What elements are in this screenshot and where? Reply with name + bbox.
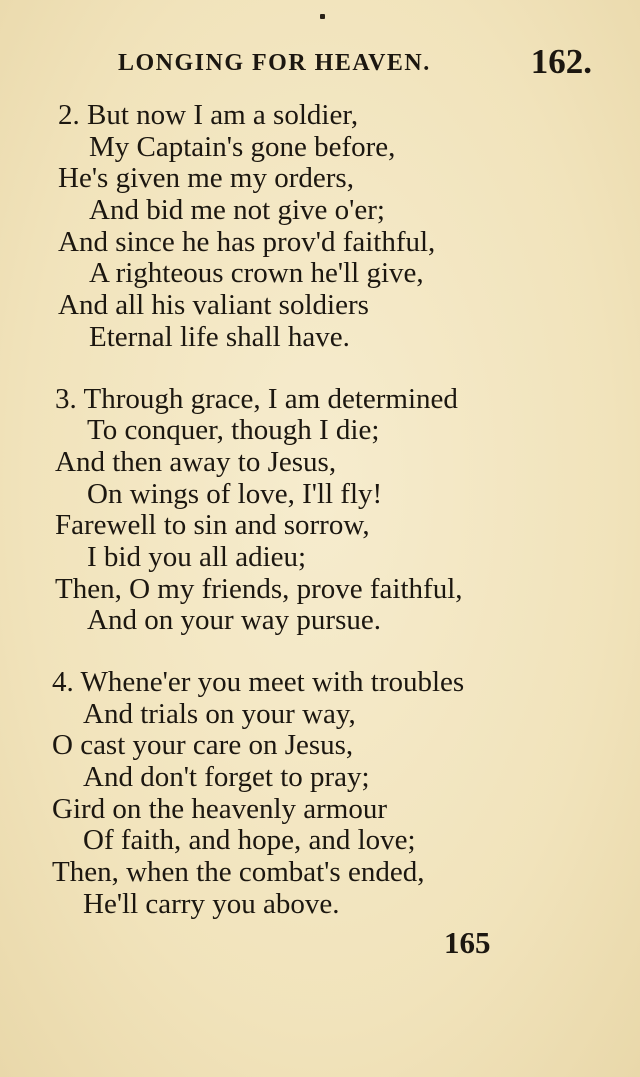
verse-line: My Captain's gone before, bbox=[89, 130, 396, 163]
verse-line: And since he has prov'd faithful, bbox=[58, 225, 436, 258]
verse-line: He's given me my orders, bbox=[58, 162, 354, 195]
signature-mark: 165 bbox=[444, 925, 491, 960]
verse-3 bbox=[0, 384, 640, 638]
verse-line: Eternal life shall have. bbox=[89, 320, 350, 353]
verse-line: Then, when the combat's ended, bbox=[52, 856, 425, 889]
verse-line: He'll carry you above. bbox=[83, 887, 340, 920]
verse-line: 4. Whene'er you meet with troubles bbox=[52, 666, 465, 698]
verse-line: Of faith, and hope, and love; bbox=[83, 824, 416, 857]
verse-line: On wings of love, I'll fly! bbox=[87, 477, 383, 510]
verse-line: And bid me not give o'er; bbox=[89, 194, 385, 227]
verse-line: I bid you all adieu; bbox=[87, 540, 307, 573]
page-header bbox=[118, 42, 598, 86]
hymn-verses bbox=[0, 100, 640, 951]
verse-line: And trials on your way, bbox=[83, 697, 356, 730]
verse-line: And don't forget to pray; bbox=[83, 761, 370, 794]
verse-line: To conquer, though I die; bbox=[87, 414, 380, 447]
verse-line: A righteous crown he'll give, bbox=[89, 257, 424, 290]
verse-line: Farewell to sin and sorrow, bbox=[55, 509, 370, 542]
verse-line: O cast your care on Jesus, bbox=[52, 729, 354, 762]
verse-line: And then away to Jesus, bbox=[55, 445, 337, 478]
hymn-number: 162. bbox=[530, 42, 592, 81]
verse-4 bbox=[0, 667, 640, 921]
verse-line: Gird on the heavenly armour bbox=[52, 792, 388, 825]
verse-line: Then, O my friends, prove faithful, bbox=[55, 572, 463, 605]
verse-2 bbox=[0, 100, 640, 354]
verse-line: And on your way pursue. bbox=[87, 604, 381, 637]
verse-line: 3. Through grace, I am determined bbox=[55, 382, 458, 415]
page-mark-dot bbox=[320, 14, 325, 19]
verse-line: And all his valiant soldiers bbox=[58, 289, 369, 322]
running-title: LONGING FOR HEAVEN. bbox=[118, 50, 431, 76]
verse-line: 2. But now I am a soldier, bbox=[58, 99, 359, 131]
